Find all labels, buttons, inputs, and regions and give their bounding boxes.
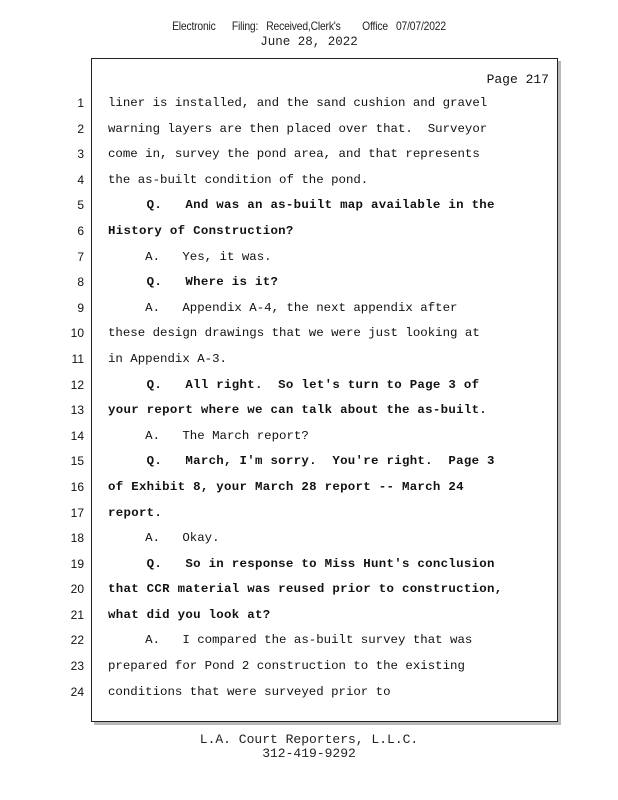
- line-number: 22: [70, 633, 84, 648]
- page-label: Page 217: [486, 72, 549, 87]
- answer-line: conditions that were surveyed prior to: [108, 684, 391, 699]
- question-line: Q. Where is it?: [108, 275, 279, 290]
- transcript-line: the as-built condition of the pond.: [108, 172, 369, 187]
- line-number: 4: [77, 172, 84, 187]
- line-number: 6: [77, 223, 84, 238]
- line-number: 1: [77, 96, 84, 110]
- footer-firm: L.A. Court Reporters, L.L.C.: [199, 732, 419, 747]
- question-line: of Exhibit 8, your March 28 report -- March 24: [108, 479, 464, 494]
- answer-line: A. The March report?: [108, 428, 309, 443]
- line-number: 3: [77, 147, 84, 162]
- line-number: 7: [77, 249, 84, 264]
- line-number: 16: [70, 479, 84, 494]
- question-line: report.: [108, 505, 163, 520]
- line-number: 18: [70, 531, 84, 546]
- line-number: 21: [70, 607, 84, 622]
- line-number: 10: [70, 326, 84, 341]
- line-number: 13: [70, 403, 84, 418]
- line-number: 20: [70, 582, 84, 597]
- transcript-line: warning layers are then placed over that. Surveyor: [108, 121, 488, 136]
- question-line: Q. March, I'm sorry. You're right. Page 3: [108, 454, 495, 469]
- transcript-text: [108, 92, 552, 706]
- question-line: that CCR material was reused prior to construction,: [108, 582, 503, 597]
- answer-line: A. Appendix A-4, the next appendix after: [108, 300, 458, 315]
- header-date: June 28, 2022: [260, 35, 358, 49]
- line-number: 17: [70, 505, 84, 520]
- line-number: 11: [71, 351, 84, 366]
- line-number: 23: [70, 659, 84, 674]
- line-number: 9: [77, 300, 84, 315]
- line-number: 15: [70, 454, 84, 469]
- answer-line: A. Okay.: [108, 531, 220, 546]
- answer-line: these design drawings that we were just looking at: [108, 326, 480, 341]
- question-line: History of Construction?: [108, 223, 294, 238]
- question-line: your report where we can talk about the as-built.: [108, 403, 488, 418]
- line-numbers: [60, 92, 84, 706]
- answer-line: prepared for Pond 2 construction to the existing: [108, 659, 465, 674]
- filing-stamp: Electronic Filing: Received,Clerk's Office 07/07/2022: [172, 19, 446, 33]
- question-line: what did you look at?: [108, 607, 271, 622]
- answer-line: in Appendix A-3.: [108, 351, 227, 366]
- line-number: 19: [70, 556, 84, 571]
- transcript-line: liner is installed, and the sand cushion and gravel: [108, 96, 488, 110]
- transcript-line: come in, survey the pond area, and that represents: [108, 147, 480, 162]
- line-number: 2: [77, 121, 84, 136]
- answer-line: A. I compared the as-built survey that was: [108, 633, 473, 648]
- line-number: 24: [70, 684, 84, 699]
- line-number: 14: [70, 428, 84, 443]
- question-line: Q. And was an as-built map available in the: [108, 198, 495, 213]
- question-line: Q. So in response to Miss Hunt's conclusion: [108, 556, 495, 571]
- line-number: 8: [77, 275, 84, 290]
- footer-phone: 312-419-9292: [262, 746, 356, 761]
- answer-line: A. Yes, it was.: [108, 249, 272, 264]
- line-number: 12: [70, 377, 84, 392]
- question-line: Q. All right. So let's turn to Page 3 of: [108, 377, 480, 392]
- line-number: 5: [77, 198, 84, 213]
